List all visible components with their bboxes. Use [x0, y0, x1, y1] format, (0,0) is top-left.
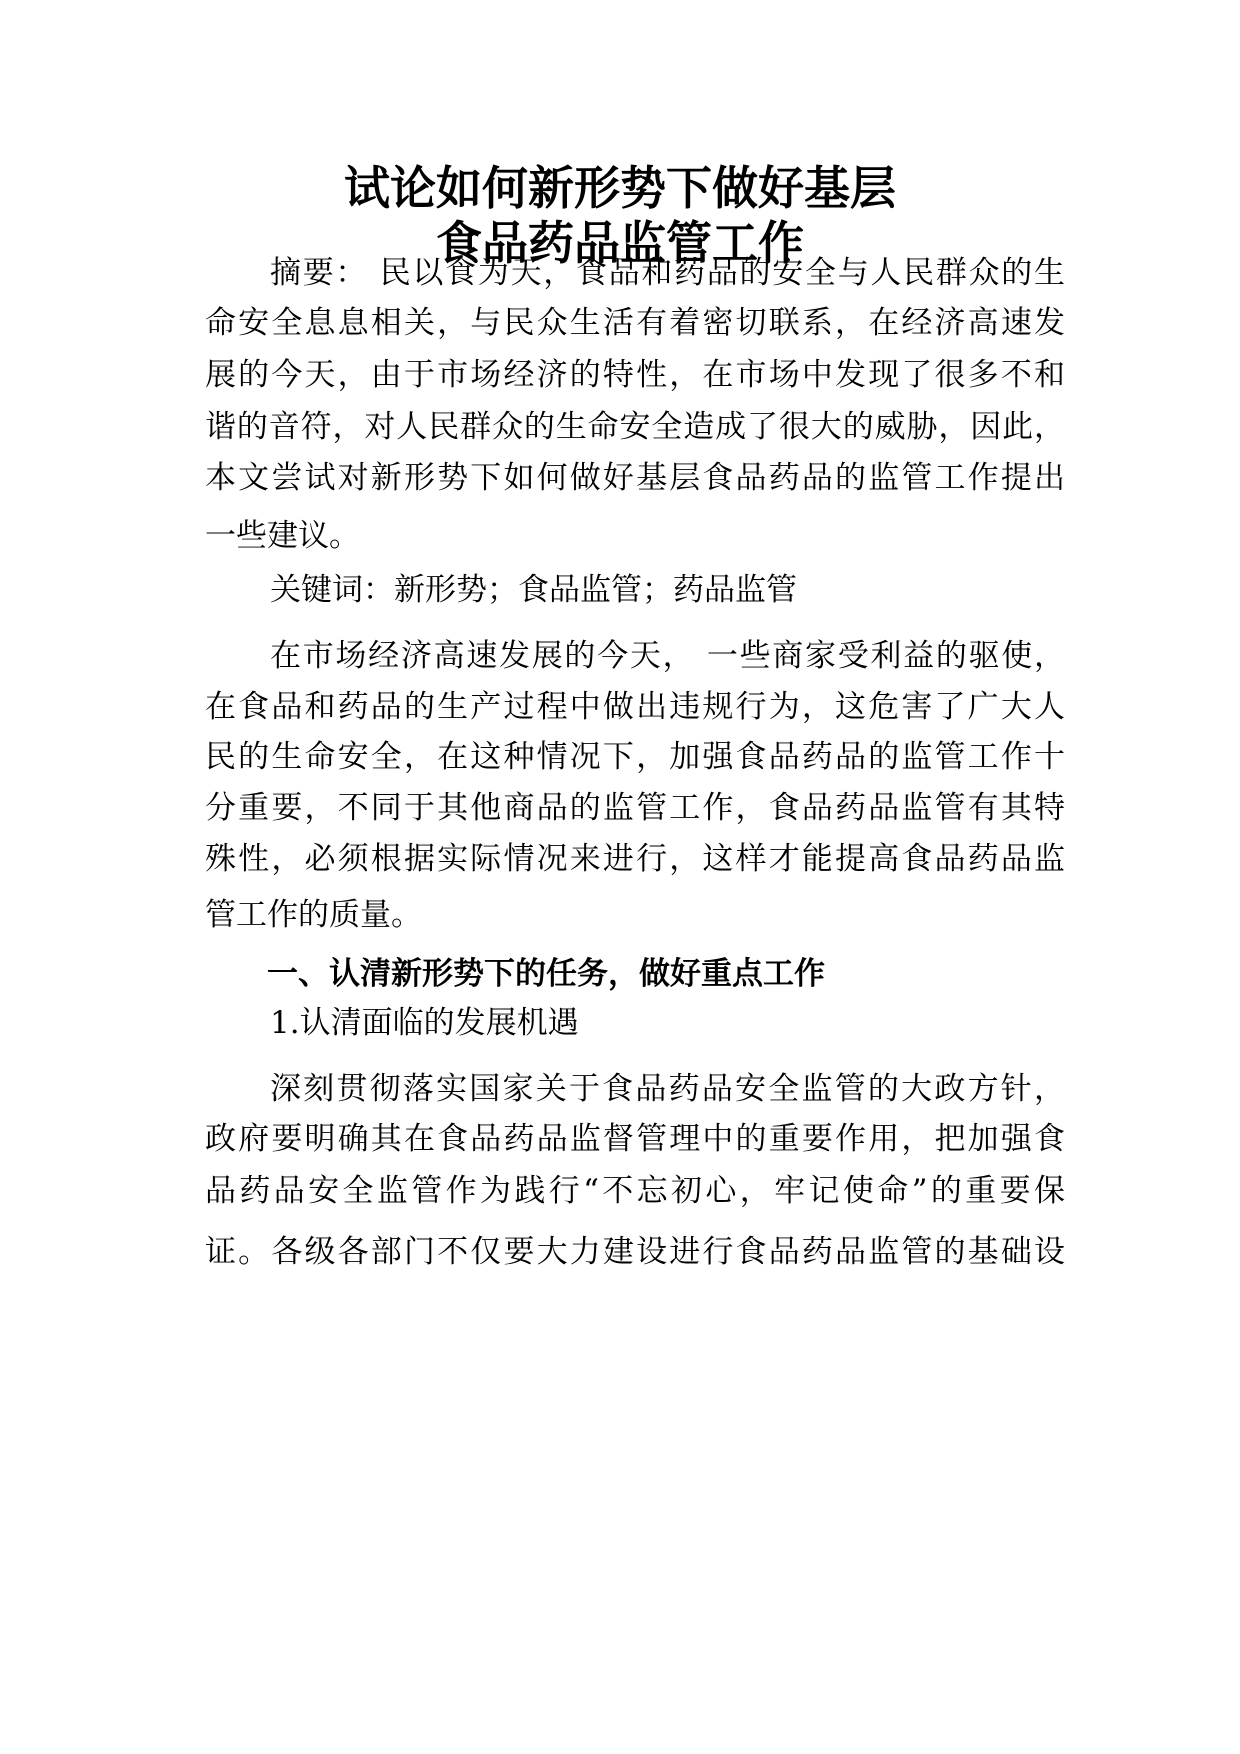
section-line: 品药品安全监管作为践行“不忘初心，牢记使命”的重要保	[205, 1173, 1065, 1209]
section-line: 政府要明确其在食品药品监督管理中的重要作用，把加强食	[205, 1121, 1065, 1157]
section-heading: 一、认清新形势下的任务，做好重点工作	[267, 956, 825, 992]
abstract-line: 摘要： 民以食为天，食品和药品的安全与人民群众的生	[270, 255, 1065, 291]
intro-line: 管工作的质量。	[205, 897, 422, 933]
intro-line: 民的生命安全，在这种情况下，加强食品药品的监管工作十	[205, 739, 1065, 775]
section-line: 深刻贯彻落实国家关于食品药品安全监管的大政方针，	[270, 1071, 1065, 1107]
abstract-line: 一些建议。	[205, 518, 360, 554]
keywords: 关键词：新形势；食品监管；药品监管	[270, 572, 797, 608]
abstract-line: 谐的音符，对人民群众的生命安全造成了很大的威胁，因此，	[205, 409, 1065, 445]
intro-line: 在食品和药品的生产过程中做出违规行为，这危害了广大人	[205, 689, 1065, 725]
intro-line: 分重要，不同于其他商品的监管工作，食品药品监管有其特	[205, 790, 1065, 826]
abstract-line: 命安全息息相关，与民众生活有着密切联系，在经济高速发	[205, 305, 1065, 341]
document-title-line-2: 食品药品监管工作	[436, 216, 804, 270]
intro-line: 殊性，必须根据实际情况来进行，这样才能提高食品药品监	[205, 841, 1065, 877]
section-line: 证。各级各部门不仅要大力建设进行食品药品监管的基础设	[205, 1234, 1065, 1270]
document-title-line-1: 试论如何新形势下做好基层	[344, 161, 896, 215]
subsection-heading: 1.认清面临的发展机遇	[270, 1005, 579, 1041]
intro-line: 在市场经济高速发展的今天， 一些商家受利益的驱使，	[270, 638, 1065, 674]
abstract-line: 展的今天，由于市场经济的特性，在市场中发现了很多不和	[205, 357, 1065, 393]
abstract-line: 本文尝试对新形势下如何做好基层食品药品的监管工作提出	[205, 460, 1065, 496]
